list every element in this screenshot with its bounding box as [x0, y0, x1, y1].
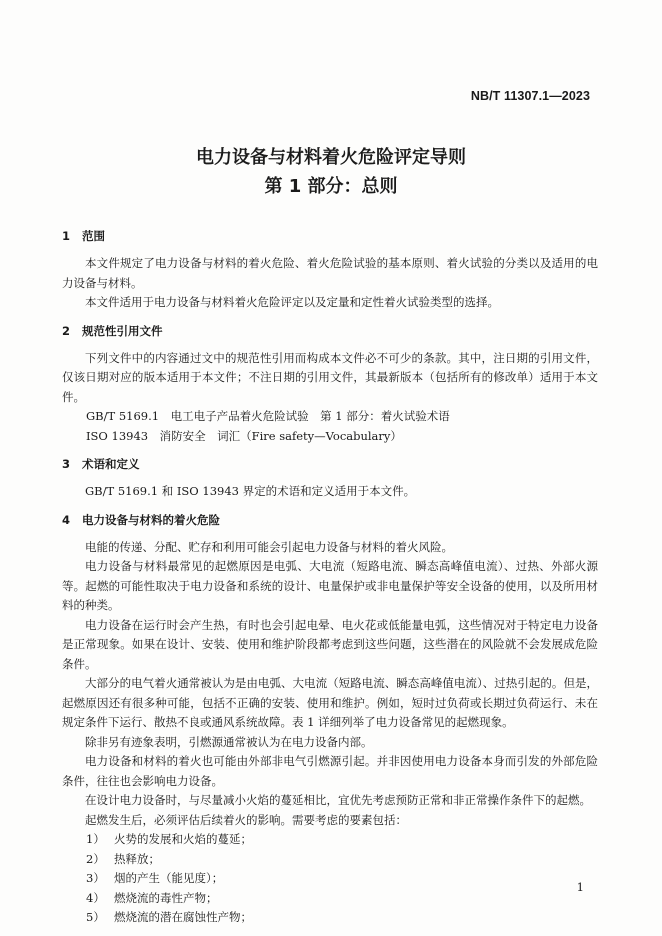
- paragraph: 起燃发生后，必须评估后续着火的影响。需要考虑的要素包括：: [85, 812, 407, 827]
- paragraph: 电力设备在运行时会产生热，有时也会引起电晕、电火花或低能量电弧，这些情况对于特定电力设备是正常现象。如果在设计、安装、使用和维护阶段都考虑到这些问题，这些潜在的风险就不会发展成危险条件。: [62, 617, 598, 671]
- paragraph: 在设计电力设备时，与尽量减小火焰的蔓延相比，宜优先考虑预防正常和非正常操作条件下的起燃。: [85, 793, 591, 807]
- section-4-heading: [62, 511, 598, 529]
- section-number: 4: [62, 512, 71, 527]
- section-3-heading: [62, 455, 598, 473]
- document-subtitle: 第 1 部分：总则: [264, 176, 398, 197]
- section-number: 1: [62, 229, 71, 243]
- list-item: 3） 烟的产生（能见度）；: [86, 871, 224, 885]
- paragraph: 本文件规定了电力设备与材料的着火危险、着火危险试验的基本原则、着火试验的分类以及适用的电力设备与材料。: [62, 256, 598, 290]
- section-2-heading: [62, 322, 598, 340]
- section-title: 范围: [82, 229, 105, 243]
- section-title: 规范性引用文件: [82, 323, 163, 338]
- list-item: 2） 热释放；: [86, 851, 160, 866]
- paragraph: 电力设备和材料的着火也可能由外部非电气引燃源引起。并非因使用电力设备本身而引发的外部危险条件，往往也会影响电力设备。: [62, 754, 598, 788]
- reference-item: GB/T 5169.1 电工电子产品着火危险试验 第 1 部分：着火试验术语: [86, 409, 450, 423]
- section-title: 术语和定义: [82, 457, 140, 471]
- section-title: 电力设备与材料的着火危险: [82, 512, 220, 527]
- list-item: 5） 燃烧流的潜在腐蚀性产物；: [86, 910, 252, 924]
- page-number: 1: [576, 880, 584, 894]
- section-number: 3: [62, 457, 71, 471]
- paragraph: 本文件适用于电力设备与材料着火危险评定以及定量和定性着火试验类型的选择。: [85, 295, 499, 309]
- standard-number: NB/T 11307.1—2023: [470, 89, 590, 103]
- list-item: 4） 燃烧流的毒性产物；: [86, 890, 218, 905]
- document-title: 电力设备与材料着火危险评定导则: [196, 147, 466, 168]
- paragraph: 除非另有迹象表明，引燃源通常被认为在电力设备内部。: [85, 734, 373, 749]
- section-1-heading: [62, 227, 598, 245]
- section-number: 2: [62, 323, 71, 338]
- paragraph: GB/T 5169.1 和 ISO 13943 界定的术语和定义适用于本文件。: [85, 484, 416, 498]
- paragraph: 电能的传递、分配、贮存和利用可能会引起电力设备与材料的着火风险。: [85, 539, 453, 554]
- document-body: [62, 227, 598, 928]
- list-item: 1） 火势的发展和火焰的蔓延；: [86, 832, 252, 846]
- reference-item: ISO 13943 消防安全 词汇（Fire safety—Vocabulary）: [86, 428, 402, 443]
- paragraph: 电力设备与材料最常见的起燃原因是电弧、大电流（短路电流、瞬态高峰值电流）、过热、外部火源等。起燃的可能性取决于电力设备和系统的设计、电量保护或非电量保护等安全设备的使用，以及所用材料的种类。: [62, 559, 598, 612]
- paragraph: 下列文件中的内容通过文中的规范性引用而构成本文件必不可少的条款。其中，注日期的引用文件，仅该日期对应的版本适用于本文件；不注日期的引用文件，其最新版本（包括所有的修改单）适用于本文件。: [62, 350, 598, 404]
- paragraph: 大部分的电气着火通常被认为是由电弧、大电流（短路电流、瞬态高峰值电流）、过热引起的。但是，起燃原因还有很多种可能，包括不正确的安装、使用和维护。例如，短时过负荷或长期过负荷运行、未在规定条件下运行、散热不良或通风系统故障。表 1 详细列举了电力设备常见的起燃现象。: [62, 676, 598, 729]
